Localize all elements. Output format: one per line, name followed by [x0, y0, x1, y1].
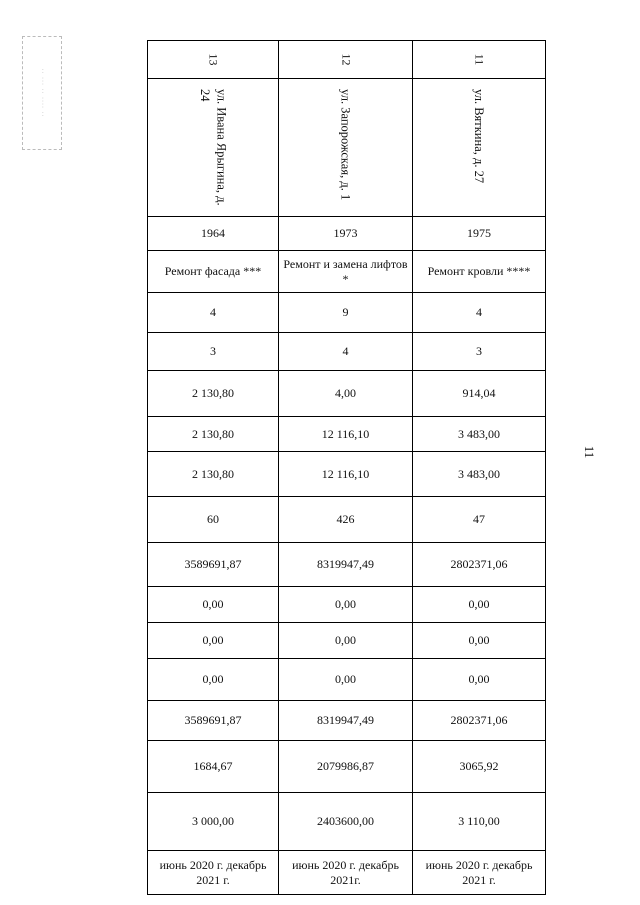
cell-value: 0,00 — [279, 623, 413, 659]
cell-value: 2403600,00 — [279, 793, 413, 851]
cell-address: ул. Вяткина, д. 27 — [413, 79, 546, 217]
cell-value: 0,00 — [148, 659, 279, 701]
cell-value: 3 — [148, 333, 279, 371]
cell-work-type: Ремонт фасада *** — [148, 251, 279, 293]
row-period — [148, 851, 546, 895]
cell-address: ул. Запорожская, д. 1 — [279, 79, 413, 217]
cell-value: 426 — [279, 497, 413, 543]
cell-value: 8319947,49 — [279, 701, 413, 741]
cell-period: июнь 2020 г. декабрь 2021 г. — [413, 851, 546, 895]
row-value — [148, 371, 546, 417]
cell-value: 0,00 — [413, 587, 546, 623]
cell-value: 0,00 — [148, 587, 279, 623]
cell-value: 3 483,00 — [413, 452, 546, 497]
row-year — [148, 217, 546, 251]
cell-value: 2079986,87 — [279, 741, 413, 793]
cell-value: 3 483,00 — [413, 417, 546, 452]
cell-value: 4 — [413, 293, 546, 333]
row-value — [148, 741, 546, 793]
cell-value: 0,00 — [413, 659, 546, 701]
cell-value: 4 — [148, 293, 279, 333]
cell-value: 3 110,00 — [413, 793, 546, 851]
cell-work-type: Ремонт и замена лифтов * — [279, 251, 413, 293]
cell-number: 13 — [148, 41, 279, 79]
row-number — [148, 41, 546, 79]
cell-value: 2802371,06 — [413, 543, 546, 587]
cell-value: 12 116,10 — [279, 452, 413, 497]
cell-value: 8319947,49 — [279, 543, 413, 587]
row-value — [148, 623, 546, 659]
cell-number: 12 — [279, 41, 413, 79]
cell-value: 3589691,87 — [148, 543, 279, 587]
row-value — [148, 587, 546, 623]
cell-value: 47 — [413, 497, 546, 543]
cell-value: 0,00 — [279, 587, 413, 623]
cell-work-type: Ремонт кровли **** — [413, 251, 546, 293]
row-address — [148, 79, 546, 217]
cell-value: 9 — [279, 293, 413, 333]
row-value — [148, 793, 546, 851]
row-value — [148, 701, 546, 741]
cell-year: 1975 — [413, 217, 546, 251]
cell-value: 1684,67 — [148, 741, 279, 793]
row-value — [148, 543, 546, 587]
row-value — [148, 417, 546, 452]
cell-value: 0,00 — [413, 623, 546, 659]
cell-value: 0,00 — [148, 623, 279, 659]
cell-value: 4,00 — [279, 371, 413, 417]
row-value — [148, 659, 546, 701]
cell-year: 1973 — [279, 217, 413, 251]
row-value — [148, 497, 546, 543]
row-work-type — [148, 251, 546, 293]
repair-table — [147, 40, 546, 895]
cell-value: 3065,92 — [413, 741, 546, 793]
row-value — [148, 333, 546, 371]
cell-value: 3 — [413, 333, 546, 371]
cell-value: 3589691,87 — [148, 701, 279, 741]
row-value — [148, 452, 546, 497]
cell-value: 4 — [279, 333, 413, 371]
cell-year: 1964 — [148, 217, 279, 251]
cell-value: 2 130,80 — [148, 417, 279, 452]
cell-value: 2 130,80 — [148, 371, 279, 417]
cell-value: 12 116,10 — [279, 417, 413, 452]
cell-value: 0,00 — [279, 659, 413, 701]
cell-value: 60 — [148, 497, 279, 543]
scanner-stamp: ·· ··· ·· ···· ·· — [22, 36, 62, 150]
row-value — [148, 293, 546, 333]
page-number: 11 — [582, 445, 597, 459]
cell-number: 11 — [413, 41, 546, 79]
cell-value: 2 130,80 — [148, 452, 279, 497]
cell-value: 2802371,06 — [413, 701, 546, 741]
cell-value: 3 000,00 — [148, 793, 279, 851]
cell-address: ул. Ивана Ярыгина, д. 24 — [148, 79, 279, 217]
cell-value: 914,04 — [413, 371, 546, 417]
cell-period: июнь 2020 г. декабрь 2021 г. — [148, 851, 279, 895]
cell-period: июнь 2020 г. декабрь 2021г. — [279, 851, 413, 895]
